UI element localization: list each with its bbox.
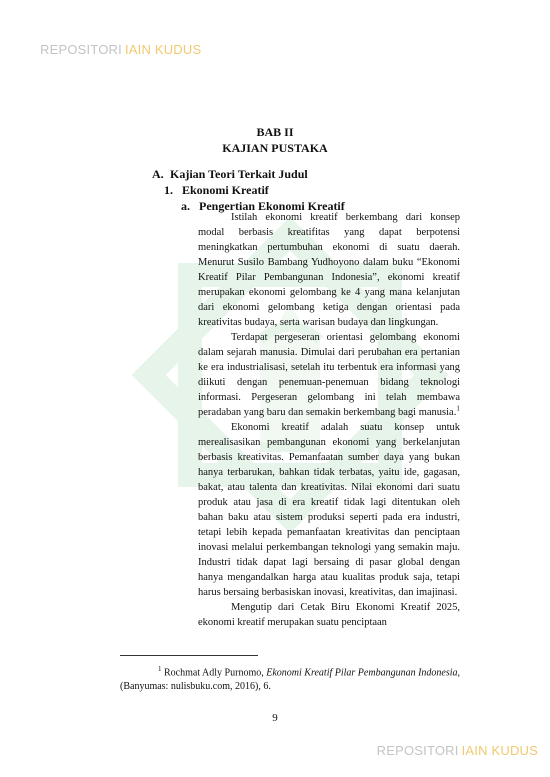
subsubsection-marker: a. [181,199,190,213]
chapter-number: BAB II [256,125,294,139]
footnote-publication: , (Banyumas: nulisbuku.com, 2016), 6. [120,667,461,693]
page-number: 9 [272,712,278,724]
paragraph-text: Mengutip dari Cetak Biru Ekonomi Kreatif 2025, ekonomi kreatif merupakan suatu penciptaan [198,602,460,628]
repository-org: IAIN KUDUS [461,743,538,758]
section-marker: A. [152,167,164,181]
paragraph [198,600,460,630]
subsection-marker: 1. [164,183,173,197]
repository-watermark-bottom [377,743,538,758]
body-text [198,210,460,630]
paragraph-text: Terdapat pergeseran orientasi gelombang ekonomi dalam sejarah manusia. Dimulai dari perubahan era pertanian ke era industrialisasi, setelah itu terbentuk era informasi yang diikuti dengan penemuan-penemuan bidang teknologi informasi. Pergeseran gelombang ini telah membawa peradaban yang baru dan semakin berkembang bagi manusia. [198,332,460,418]
paragraph [198,420,460,600]
paragraph [198,330,460,420]
subsection-heading-1 [164,183,269,198]
repository-name: REPOSITORI [376,743,459,758]
footnote-number: 1 [158,665,162,673]
repository-name: REPOSITORI [40,42,122,57]
section-heading-text: Kajian Teori Terkait Judul [170,167,308,181]
paragraph-text: Ekonomi kreatif adalah suatu konsep untuk merealisasikan pembangunan ekonomi yang berkelanjutan berbasis kreativitas. Pemanfaatan sumber daya yang bukan hanya terbarukan, bahkan tidak terbatas, yaitu ide, gagasan, bakat, atau talenta dan kreativitas. Nilai ekonomi dari suatu produk atau jasa di era kreatif tidak lagi ditentukan oleh bahan baku atau sistem produksi seperti pada era industri, tetapi lebih kepada pemanfaatan kreativitas dan penciptaan inovasi melalui perkembangan teknologi yang semakin maju. Industri tidak dapat lagi bersaing di pasar global dengan hanya mengandalkan harga atau kualitas produk saja, tetapi harus bersaing berbasiskan inovasi, kreativitas, dan imajinasi. [198,422,460,598]
footnote-book-title: Ekonomi Kreatif Pilar Pembangunan Indonesia [266,667,458,679]
paragraph [198,210,460,330]
repository-watermark-top [40,42,201,57]
footnote-reference[interactable]: 1 [456,404,460,413]
paragraph-text: Istilah ekonomi kreatif berkembang dari konsep modal berbasis kreatifitas yang dapat berpotensi meningkatkan pertumbuhan ekonomi di suatu daerah. Menurut Susilo Bambang Yudhoyono dalam buku “Ekonomi Kreatif Pilar Pembangunan Indonesia”, ekonomi kreatif merupakan ekonomi gelombang ke 4 yang mana kelanjutan dari ekonomi gelombang ketiga dengan orientasi pada kreativitas budaya, serta warisan budaya dan lingkungan. [198,212,460,328]
repository-org: IAIN KUDUS [124,42,202,57]
subsection-heading-text: Ekonomi Kreatif [182,183,269,197]
subsubsection-heading-text: Pengertian Ekonomi Kreatif [199,199,345,213]
chapter-title: KAJIAN PUSTAKA [222,141,328,155]
footnote-divider [120,655,258,656]
footnote [120,662,460,694]
footnote-author: Rochmat Adly Purnomo, [164,667,264,679]
section-heading-a [152,167,308,182]
